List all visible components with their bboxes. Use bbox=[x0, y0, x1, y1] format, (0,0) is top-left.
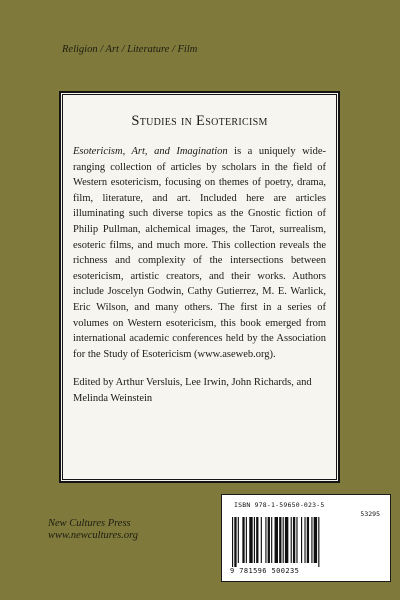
barcode-icon bbox=[232, 517, 382, 567]
barcode-box bbox=[221, 494, 391, 582]
price-code: 53295 bbox=[360, 510, 380, 518]
publisher-name: New Cultures Press bbox=[48, 518, 131, 529]
publisher-block bbox=[48, 518, 138, 542]
barcode-digits: 9 781596 500235 bbox=[230, 567, 300, 575]
editors-credit: Edited by Arthur Versluis, Lee Irwin, John Richards, and Melinda Weinstein bbox=[73, 377, 312, 404]
series-title: Studies in Esotericism bbox=[131, 113, 268, 129]
description-panel bbox=[62, 94, 337, 480]
description bbox=[73, 144, 326, 362]
description-body: is a uniquely wide-ranging collection of articles by scholars in the field of Western esotericism, focusing on themes of poetry, drama, film, literature, and art. Included here are articles illuminating such diverse topics as the Gnostic fiction of Philip Pullman, alchemical images, the Tarot, surrealism, esoteric films, and much more. This collection reveals the richness and complexity of the intersections between esotericism, artistic creators, and their works. Authors include Joscelyn Godwin, Cathy Gutierrez, M. E. Warlick, Eric Wilson, and many others. The first in a series of volumes on Western esotericism, this book emerged from international academic conferences held by the Association for the Study of Esotericism (www.aseweb.org). bbox=[73, 146, 326, 360]
book-title: Esotericism, Art, and Imagination bbox=[73, 146, 228, 157]
publisher-url: www.newcultures.org bbox=[48, 530, 139, 541]
isbn-text: ISBN 978-1-59650-023-5 bbox=[234, 501, 325, 509]
category-line: Religion / Art / Literature / Film bbox=[62, 44, 198, 55]
